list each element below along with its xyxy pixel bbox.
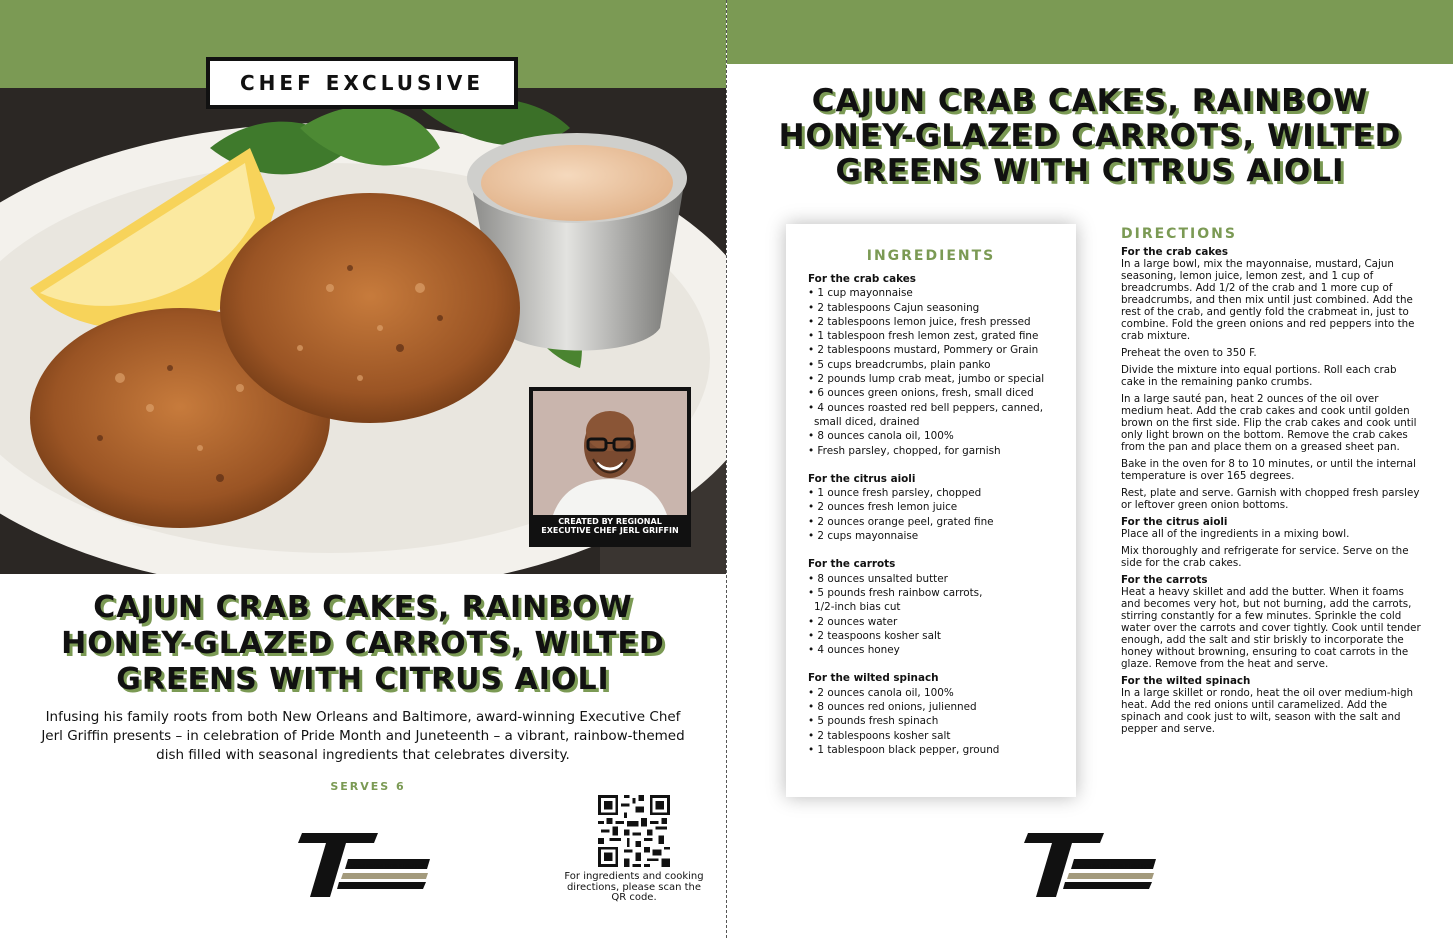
ingredient-item: 1/2-inch bias cut bbox=[814, 601, 901, 614]
ingredients-heading: INGREDIENTS bbox=[866, 248, 996, 264]
logo-wordmark: THOMPSON HOSPITALITY bbox=[1073, 864, 1151, 870]
ingredient-group-heading: For the wilted spinach bbox=[808, 672, 939, 685]
direction-step: Place all of the ingredients in a mixing bowl. bbox=[1121, 528, 1350, 540]
ingredient-item: • 2 tablespoons lemon juice, fresh pressed bbox=[808, 315, 1031, 328]
ingredient-item: • Fresh parsley, chopped, for garnish bbox=[808, 444, 1001, 457]
direction-step: Mix thoroughly and refrigerate for service. Serve on the side for the crab cakes. bbox=[1121, 545, 1409, 569]
ingredient-item: • 4 ounces honey bbox=[808, 644, 900, 657]
ingredient-item: • 8 ounces unsalted butter bbox=[808, 572, 948, 585]
left-page bbox=[0, 0, 726, 938]
direction-group-heading: For the carrots bbox=[1121, 574, 1208, 586]
ingredient-group-heading: For the carrots bbox=[808, 558, 896, 571]
ingredient-item: • 2 tablespoons Cajun seasoning bbox=[808, 301, 980, 314]
ingredients-list bbox=[808, 272, 1070, 757]
directions-heading: DIRECTIONS bbox=[1121, 226, 1237, 242]
direction-step: Rest, plate and serve. Garnish with chopped fresh parsley or leftover green onion bottoms. bbox=[1121, 487, 1420, 511]
directions-list bbox=[1121, 246, 1421, 740]
ingredient-item: • 1 tablespoon black pepper, ground bbox=[808, 743, 1000, 756]
recipe-title: CAJUN CRAB CAKES, RAINBOW HONEY-GLAZED CARROTS, WILTED GREENS WITH CITRUS AIOLI bbox=[778, 83, 1402, 189]
ingredient-item: • 2 teaspoons kosher salt bbox=[808, 629, 941, 642]
ingredient-item: • 2 ounces orange peel, grated fine bbox=[808, 515, 994, 528]
serves-label: SERVES 6 bbox=[330, 780, 406, 793]
ingredient-item: • 6 ounces green onions, fresh, small diced bbox=[808, 387, 1034, 400]
chef-caption: CREATED BY REGIONAL EXECUTIVE CHEF JERL GRIFFIN bbox=[541, 517, 679, 535]
qr-code-icon[interactable] bbox=[598, 795, 670, 867]
recipe-title: CAJUN CRAB CAKES, RAINBOW HONEY-GLAZED CARROTS, WILTED GREENS WITH CITRUS AIOLI bbox=[61, 590, 665, 697]
thompson-hospitality-logo-icon bbox=[1022, 833, 1156, 903]
group-spacer bbox=[808, 458, 1070, 472]
ingredient-item: • 8 ounces red onions, julienned bbox=[808, 701, 977, 714]
direction-group-heading: For the citrus aioli bbox=[1121, 516, 1228, 528]
ingredient-item: • 2 ounces canola oil, 100% bbox=[808, 686, 954, 699]
direction-step: Heat a heavy skillet and add the butter. When it foams and becomes very hot, but not burning, add the carrots, stirring constantly for a few minutes. Sprinkle the cold water over the carrots and cover tightly. Cook until tender enough, add the salt and stir briskly to incorporate the honey without browning, ensuring to coat carrots in the glaze. Remove from the heat and serve. bbox=[1121, 586, 1421, 670]
ingredient-item: • 2 tablespoons kosher salt bbox=[808, 729, 951, 742]
ingredient-item: • 2 ounces water bbox=[808, 615, 898, 628]
ingredient-item: • 5 pounds fresh rainbow carrots, bbox=[808, 586, 983, 599]
ingredient-group-heading: For the crab cakes bbox=[808, 273, 916, 285]
chef-portrait bbox=[533, 391, 687, 515]
chef-exclusive-badge: CHEF EXCLUSIVE bbox=[206, 57, 518, 109]
ingredient-group-heading: For the citrus aioli bbox=[808, 472, 916, 485]
ingredient-item: • 1 ounce fresh parsley, chopped bbox=[808, 487, 982, 500]
direction-step: In a large bowl, mix the mayonnaise, mustard, Cajun seasoning, lemon juice, lemon zest, and 1 cup of breadcrumbs. Add 1/2 of the crab and 1 more cup of breadcrumbs, and then mix until just combined. Add the rest of the crab, and gently fold the crabmeat in, just to combine. Fold the green onions and red peppers into the crab mixture. bbox=[1121, 258, 1415, 342]
ingredient-item: • 8 ounces canola oil, 100% bbox=[808, 430, 954, 443]
ingredients-card bbox=[786, 224, 1076, 797]
ingredient-item: • 2 pounds lump crab meat, jumbo or special bbox=[808, 373, 1045, 386]
direction-step: In a large sauté pan, heat 2 ounces of the oil over medium heat. Add the crab cakes and cook until golden brown on the first side. Flip the crab cakes and cook until only light brown on the bottom. Remove the crab cakes from the pan and place them on a greased sheet pan. bbox=[1121, 393, 1417, 453]
ingredient-item: small diced, drained bbox=[814, 415, 920, 428]
ingredient-item: • 2 ounces fresh lemon juice bbox=[808, 501, 958, 514]
logo-wordmark: THOMPSON HOSPITALITY bbox=[347, 864, 425, 870]
ingredient-item: • 5 pounds fresh spinach bbox=[808, 715, 939, 728]
qr-caption: For ingredients and cooking directions, please scan the QR code. bbox=[564, 871, 704, 903]
ingredient-item: • 5 cups breadcrumbs, plain panko bbox=[808, 358, 991, 371]
ingredient-item: • 2 tablespoons mustard, Pommery or Grain bbox=[808, 344, 1039, 357]
direction-group-heading: For the wilted spinach bbox=[1121, 675, 1251, 687]
ingredient-item: • 1 cup mayonnaise bbox=[808, 287, 913, 300]
direction-step: In a large skillet or rondo, heat the oil over medium-high heat. Add the red onions until caramelized. Add the spinach and cook just to wilt, season with the salt and pepper and serve. bbox=[1121, 687, 1414, 735]
direction-step: Bake in the oven for 8 to 10 minutes, or until the internal temperature is over 165 degrees. bbox=[1121, 458, 1416, 482]
direction-group-heading: For the crab cakes bbox=[1121, 246, 1228, 258]
direction-step: Preheat the oven to 350 F. bbox=[1121, 347, 1257, 359]
ingredient-item: • 4 ounces roasted red bell peppers, canned, bbox=[808, 401, 1044, 414]
ingredient-item: • 1 tablespoon fresh lemon zest, grated fine bbox=[808, 330, 1039, 343]
chef-portrait-card bbox=[529, 387, 691, 547]
ingredient-item: • 2 cups mayonnaise bbox=[808, 530, 919, 543]
top-green-band bbox=[727, 0, 1453, 64]
right-page bbox=[727, 0, 1453, 938]
direction-step: Divide the mixture into equal portions. Roll each crab cake in the remaining panko crumbs. bbox=[1121, 364, 1397, 388]
group-spacer bbox=[808, 657, 1070, 671]
recipe-intro: Infusing his family roots from both New Orleans and Baltimore, award-winning Executive Chef Jerl Griffin presents – in celebration of Pride Month and Juneteenth – a vibrant, rainbow-themed dish filled with seasonal ingredients that celebrates diversity. bbox=[41, 709, 685, 763]
thompson-hospitality-logo-icon bbox=[296, 833, 430, 903]
group-spacer bbox=[808, 543, 1070, 557]
